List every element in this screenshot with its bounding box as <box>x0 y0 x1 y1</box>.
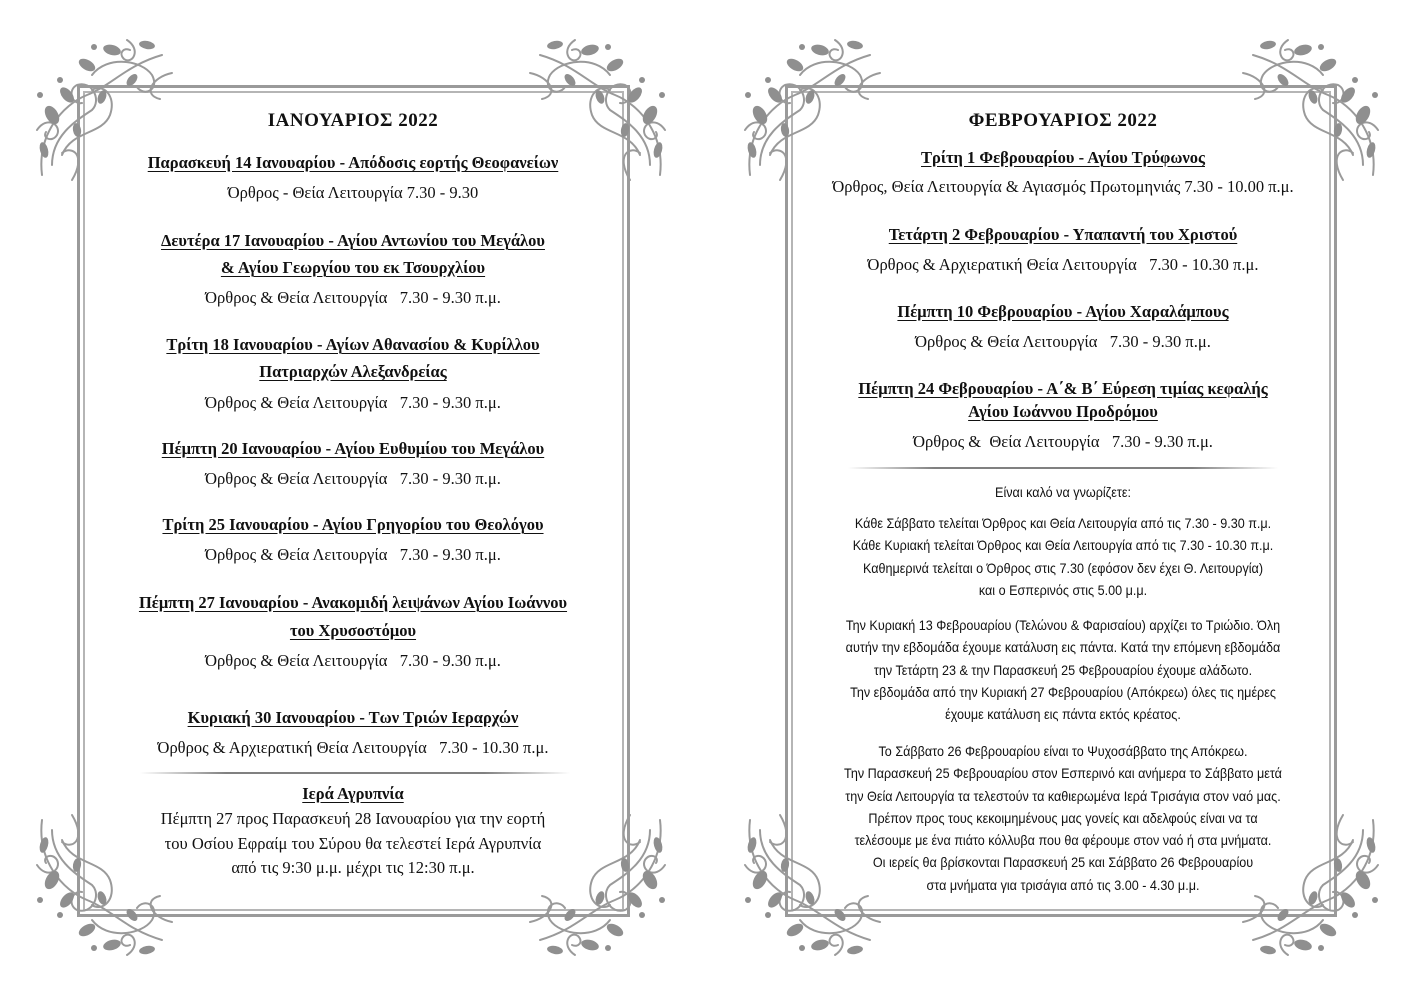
event-heading: Πέμπτη 20 Ιανουαρίου - Αγίου Ευθυμίου του Μεγάλου <box>161 439 545 458</box>
event-heading: Πέμπτη 10 Φεβρουαρίου - Αγίου Χαραλάμπους <box>897 302 1229 321</box>
february-content <box>778 0 1348 1002</box>
event-heading: Παρασκευή 14 Ιανουαρίου - Απόδοσις εορτής Θεοφανείων <box>147 153 559 172</box>
notes-paragraph: Το Σάββατο 26 Φεβρουαρίου είναι το Ψυχοσάββατο της Απόκρεω. Την Παρασκευή 25 Φεβρουαρίου στον Εσπερινό και ανήμερα το Σάββατο μετά την Θεία Λειτουργία τα τελεστούν τα καθιερωμένα Ιερά Τρισάγια στον ναό μας. Πρέπον προς τους κεκοιμημένους μας γονείς και αδελφούς είναι να τα τελέσουμε με ένα πιάτο κόλλυβα που θα φέρουμε στον ναό ή στα μνήματα. Οι ιερείς θα βρίσκονται Παρασκευή 25 και Σάββατο 26 Φεβρουαρίου στα μνήματα για τρισάγια από τις 3.00 - 4.30 μ.μ. <box>844 743 1282 893</box>
notes-heading: Είναι καλό να γνωρίζετε: <box>995 484 1131 500</box>
vigil-text: Πέμπτη 27 προς Παρασκευή 28 Ιανουαρίου για την εορτή του Οσίου Εφραίμ του Σύρου θα τελεστεί Ιερά Αγρυπνία από τις 9:30 μ.μ. μέχρι τις 12:30 π.μ. <box>160 809 546 877</box>
event-service-time: Όρθρος, Θεία Λειτουργία & Αγιασμός Πρωτομηνιάς 7.30 - 10.00 π.μ. <box>832 177 1294 196</box>
event-heading: Δευτέρα 17 Ιανουαρίου - Αγίου Αντωνίου του Μεγάλου <box>161 231 545 250</box>
february-page <box>708 0 1417 1002</box>
event-service-time: Όρθρος & Θεία Λειτουργία 7.30 - 9.30 π.μ. <box>205 393 501 412</box>
january-page <box>0 0 708 1002</box>
event-service-time: Όρθρος & Θεία Λειτουργία 7.30 - 9.30 π.μ. <box>915 332 1211 351</box>
notes-paragraph: Κάθε Σάββατο τελείται Όρθρος και Θεία Λειτουργία από τις 7.30 - 9.30 π.μ. Κάθε Κυριακή τελείται Όρθρος και Θεία Λειτουργία από τις 7.30 - 10.30 π.μ. Καθημερινά τελείται ο Όρθρος στις 7.30 (εφόσον δεν έχει Θ. Λειτουργία) και ο Εσπερινός στις 5.00 μ.μ. <box>852 515 1274 598</box>
event-heading: Πέμπτη 24 Φεβρουαρίου - Α΄& Β΄ Εύρεση τιμίας κεφαλής <box>858 379 1268 398</box>
event-heading: Κυριακή 30 Ιανουαρίου - Των Τριών Ιεραρχών <box>187 708 519 727</box>
page-title: ΙΑΝΟΥΑΡΙΟΣ 2022 <box>267 110 439 131</box>
vigil-heading: Ιερά Αγρυπνία <box>302 784 404 803</box>
event-service-time: Όρθρος & Θεία Λειτουργία 7.30 - 9.30 π.μ. <box>205 469 501 488</box>
event-heading: του Χρυσοστόμου <box>289 621 417 640</box>
event-service-time: Όρθρος & Θεία Λειτουργία 7.30 - 9.30 π.μ. <box>913 432 1213 451</box>
event-service-time: Όρθρος & Θεία Λειτουργία 7.30 - 9.30 π.μ. <box>205 288 501 307</box>
event-heading: Αγίου Ιωάννου Προδρόμου <box>968 402 1158 421</box>
event-service-time: Όρθρος & Θεία Λειτουργία 7.30 - 9.30 π.μ. <box>205 545 501 564</box>
event-heading: Τρίτη 25 Ιανουαρίου - Αγίου Γρηγορίου του Θεολόγου <box>162 515 544 534</box>
event-service-time: Όρθρος - Θεία Λειτουργία 7.30 - 9.30 <box>227 183 479 202</box>
january-content <box>80 0 626 1002</box>
event-heading: Τετάρτη 2 Φεβρουαρίου - Υπαπαντή του Χριστού <box>888 225 1238 244</box>
section-divider <box>848 467 1278 469</box>
section-divider <box>140 772 570 774</box>
event-service-time: Όρθρος & Αρχιερατική Θεία Λειτουργία 7.30 - 10.30 π.μ. <box>867 255 1259 274</box>
event-service-time: Όρθρος & Θεία Λειτουργία 7.30 - 9.30 π.μ. <box>205 651 501 670</box>
event-service-time: Όρθρος & Αρχιερατική Θεία Λειτουργία 7.30 - 10.30 π.μ. <box>157 738 549 757</box>
event-heading: Πέμπτη 27 Ιανουαρίου - Ανακομιδή λειψάνων Αγίου Ιωάννου <box>138 593 568 612</box>
event-heading: Πατριαρχών Αλεξανδρείας <box>259 362 447 381</box>
event-heading: & Αγίου Γεωργίου του εκ Τσουρχλίου <box>220 258 486 277</box>
notes-paragraph: Την Κυριακή 13 Φεβρουαρίου (Τελώνου & Φαρισαίου) αρχίζει το Τριώδιο. Όλη αυτήν την εβδομάδα έχουμε κατάλυση εις πάντα. Κατά την επόμενη εβδομάδα την Τετάρτη 23 & την Παρασκευή 25 Φεβρουαρίου έχουμε αλάδωτο. Την εβδομάδα από την Κυριακή 27 Φεβρουαρίου (Απόκρεω) όλες τις ημέρες έχουμε κατάλυση εις πάντα εκτός κρέατος. <box>845 617 1281 723</box>
page-title: ΦΕΒΡΟΥΑΡΙΟΣ 2022 <box>968 110 1158 131</box>
event-heading: Τρίτη 18 Ιανουαρίου - Αγίων Αθανασίου & Κυρίλλου <box>166 335 540 354</box>
event-heading: Τρίτη 1 Φεβρουαρίου - Αγίου Τρύφωνος <box>921 148 1205 167</box>
